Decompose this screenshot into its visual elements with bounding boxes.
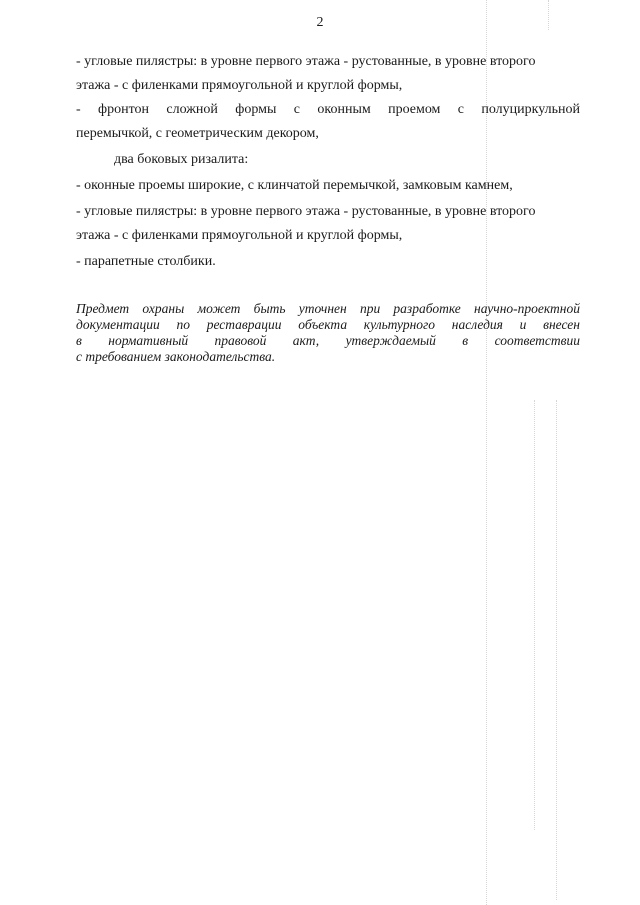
scan-artifact-line (556, 400, 557, 900)
text-line: - оконные проемы широкие, с клинчатой перемычкой, замковым камнем, (76, 178, 513, 193)
subheading-side-risalits (76, 148, 580, 172)
text-line: - угловые пилястры: в уровне первого этажа - рустованные, в уровне второго (76, 54, 536, 69)
text-line: этажа - с филенками прямоугольной и круглой формы, (76, 78, 403, 93)
note-line: с требованием законодательства. (76, 349, 276, 364)
list-item-pediment (76, 98, 580, 146)
list-item-parapet-posts (76, 250, 580, 274)
text-line: - угловые пилястры: в уровне первого этажа - рустованные, в уровне второго (76, 204, 536, 219)
list-item-corner-pilasters (76, 50, 580, 98)
spacer (76, 274, 580, 301)
page-number: 2 (316, 15, 324, 30)
note-line: документации по реставрации объекта культурного наследия и внесен (76, 317, 580, 332)
text-line: перемычкой, с геометрическим декором, (76, 126, 319, 141)
document-body (76, 50, 580, 365)
note-line: в нормативный правовой акт, утверждаемый в соответствии (76, 333, 580, 348)
text-line: два боковых ризалита: (114, 152, 249, 167)
text-line: - парапетные столбики. (76, 254, 216, 269)
list-item-corner-pilasters-risalits (76, 200, 580, 248)
list-item-window-openings (76, 174, 580, 198)
scan-artifact-line (534, 400, 535, 830)
text-line: - фронтон сложной формы с оконным проемом с полуциркульной (76, 102, 580, 117)
text-line: этажа - с филенками прямоугольной и круглой формы, (76, 228, 403, 243)
protection-subject-note (76, 301, 580, 365)
note-line: Предмет охраны может быть уточнен при разработке научно-проектной (76, 301, 580, 316)
